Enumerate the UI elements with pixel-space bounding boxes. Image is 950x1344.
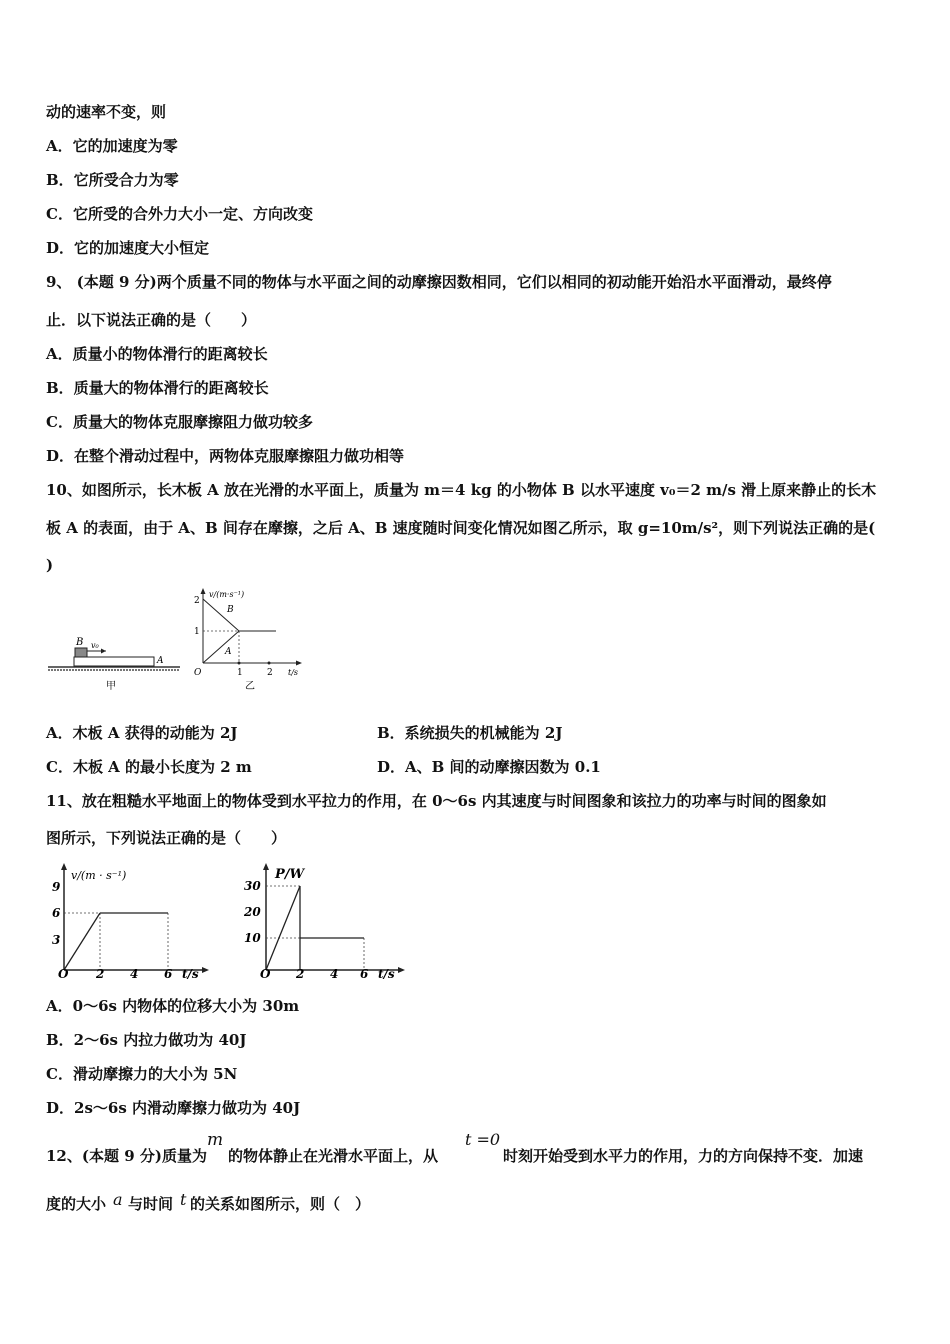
tick-x1: 1: [237, 668, 243, 678]
symbol-m: m: [207, 1130, 224, 1150]
figure-11-power-graph: [240, 858, 410, 980]
curve-a: [203, 631, 239, 663]
block-b: [75, 648, 87, 657]
curve-b: [203, 599, 239, 631]
curve-a-label: A: [225, 647, 232, 657]
question-12-part3: 时刻开始受到水平力的作用，力的方向保持不变．加速: [503, 1147, 864, 1165]
power-line: [266, 886, 300, 970]
tick-y6: 6: [52, 906, 61, 920]
y-axis-label: v/(m · s⁻¹): [71, 869, 127, 882]
symbol-a: a: [113, 1190, 123, 1209]
origin-label: O: [194, 668, 202, 678]
velocity-line: [64, 913, 100, 970]
question-11-line1: 11、放在粗糙水平地面上的物体受到水平拉力的作用，在 0～6s 内其速度与时间图象和该拉力的功率与时间的图象如: [46, 792, 827, 810]
option-b: B．它所受合力为零: [46, 171, 179, 189]
tick-y30: 30: [244, 879, 261, 893]
question-11-line2: 图所示，下列说法正确的是（ ）: [46, 829, 287, 847]
question-12-part2: 的物体静止在光滑水平面上，从: [228, 1147, 439, 1165]
symbol-t: t: [180, 1190, 187, 1209]
text-line: 动的速率不变，则: [46, 103, 167, 121]
q11-option-d: D．2s～6s 内滑动摩擦力做功为 40J: [46, 1099, 301, 1117]
q10-option-d: D．A、B 间的动摩擦因数为 0.1: [377, 758, 601, 776]
figure-10: [44, 585, 314, 700]
q9-option-b: B．质量大的物体滑行的距离较长: [46, 379, 269, 397]
symbol-t0: t =0: [465, 1130, 501, 1149]
q10-option-a: A．木板 A 获得的动能为 2J: [46, 724, 238, 742]
x-axis-label: t/s: [378, 967, 395, 980]
tick-y9: 9: [52, 880, 61, 894]
origin-label: O: [260, 967, 271, 980]
label-a: A: [157, 656, 164, 666]
x-axis-label: t/s: [182, 967, 199, 980]
option-a: A．它的加速度为零: [46, 137, 178, 155]
tick-y2: 2: [194, 596, 200, 606]
caption-jia: 甲: [106, 681, 116, 692]
y-axis-label: v/(m·s⁻¹): [209, 590, 245, 599]
curve-b-label: B: [227, 605, 234, 615]
q11-option-c: C．滑动摩擦力的大小为 5N: [46, 1065, 238, 1083]
question-9-line2: 止．以下说法正确的是（ ）: [46, 311, 257, 329]
x-axis-label: t/s: [288, 668, 299, 677]
question-10-line1: 10、如图所示，长木板 A 放在光滑的水平面上，质量为 m＝4 kg 的小物体 B 以水平速度 v₀＝2 m/s 滑上原来静止的长木: [46, 481, 877, 499]
q9-option-d: D．在整个滑动过程中，两物体克服摩擦阻力做功相等: [46, 447, 405, 465]
q9-option-c: C．质量大的物体克服摩擦阻力做功较多: [46, 413, 313, 431]
q10-option-c: C．木板 A 的最小长度为 2 m: [46, 758, 252, 776]
question-12-part5: 与时间: [128, 1195, 174, 1213]
tick-y20: 20: [244, 905, 261, 919]
figure-11-velocity-graph: [44, 858, 214, 980]
q10-option-b: B．系统损失的机械能为 2J: [377, 724, 563, 742]
tick-y3: 3: [52, 933, 61, 947]
tick-x6: 6: [164, 967, 173, 980]
option-c: C．它所受的合外力大小一定、方向改变: [46, 205, 313, 223]
origin-label: O: [58, 967, 69, 980]
question-12-part6: 的关系如图所示，则（ ）: [190, 1195, 371, 1213]
tick-y1: 1: [194, 627, 200, 637]
tick-x6: 6: [360, 967, 369, 980]
question-10-line2: 板 A 的表面，由于 A、B 间存在摩擦，之后 A、B 速度随时间变化情况如图乙所示，取 g=10m/s²，则下列说法正确的是(: [46, 519, 876, 537]
tick-y10: 10: [244, 931, 261, 945]
q11-option-b: B．2～6s 内拉力做功为 40J: [46, 1031, 247, 1049]
figure-10-jia: [48, 637, 180, 692]
question-9-line1: 9、 (本题 9 分)两个质量不同的物体与水平面之间的动摩擦因数相同，它们以相同的初动能开始沿水平面滑动，最终停: [46, 273, 832, 291]
label-v0: v₀: [91, 641, 99, 650]
tick-x2: 2: [96, 967, 105, 980]
question-12-part4: 度的大小: [46, 1195, 107, 1213]
q11-option-a: A．0～6s 内物体的位移大小为 30m: [46, 997, 300, 1015]
question-10-line3: ): [46, 556, 54, 574]
tick-x4: 4: [330, 967, 339, 980]
tick-x2: 2: [296, 967, 305, 980]
question-12-part1: 12、(本题 9 分)质量为: [46, 1147, 207, 1165]
option-d: D．它的加速度大小恒定: [46, 239, 210, 257]
tick-x4: 4: [130, 967, 139, 980]
label-b: B: [76, 637, 84, 648]
q9-option-a: A．质量小的物体滑行的距离较长: [46, 345, 268, 363]
caption-yi: 乙: [245, 681, 255, 692]
y-axis-label: P/W: [275, 867, 305, 882]
figure-10-yi: [194, 588, 302, 692]
tick-x2: 2: [267, 668, 273, 678]
